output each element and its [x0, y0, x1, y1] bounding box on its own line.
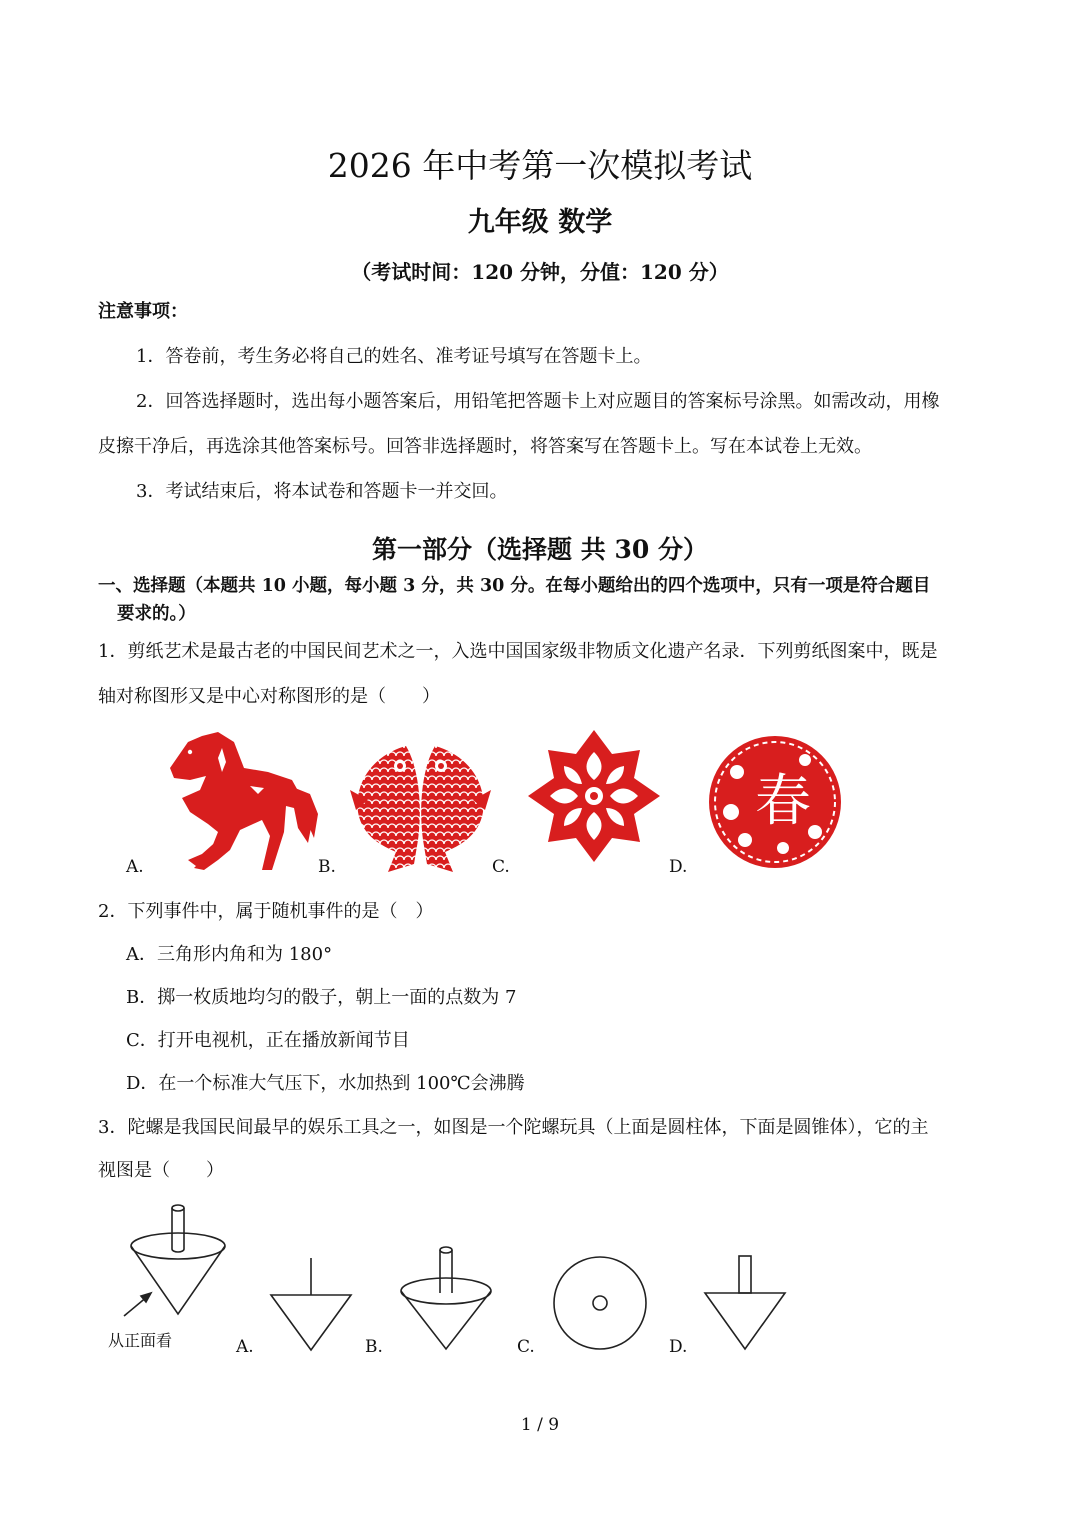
q3-option-d-figure: [702, 1253, 788, 1353]
spring-character: 春: [755, 769, 811, 834]
q2-option-a: A．三角形内角和为 180°: [126, 944, 333, 965]
q3-option-b-label: B.: [365, 1337, 383, 1357]
flower-papercut-image: [520, 730, 668, 862]
q1-stem-line-2: 轴对称图形又是中心对称图形的是（ ）: [98, 686, 440, 707]
q3-option-a-label: A.: [236, 1337, 254, 1357]
exam-subtitle: 九年级 数学: [467, 207, 613, 238]
spring-papercut-image: [700, 735, 850, 870]
q3-stem-line-1: 3．陀螺是我国民间最早的娱乐工具之一，如图是一个陀螺玩具（上面是圆柱体，下面是圆锥体），它的主: [98, 1117, 929, 1138]
spinning-top-figure: [120, 1200, 230, 1320]
page-number: 1 / 9: [520, 1415, 560, 1435]
notes-item-2-line-2: 皮擦干净后，再选涂其他答案标号。回答非选择题时，将答案写在答题卡上。写在本试卷上无效。: [98, 436, 872, 457]
notes-heading: 注意事项：: [98, 301, 188, 322]
q1-option-c-label: C.: [492, 857, 510, 877]
q2-stem: 2．下列事件中，属于随机事件的是（ ）: [98, 901, 434, 922]
q3-option-c-label: C.: [517, 1337, 535, 1357]
section-heading-line-1: 一、选择题（本题共 10 小题，每小题 3 分，共 30 分。在每小题给出的四个选项中，只有一项是符合题目: [98, 576, 931, 596]
q3-option-d-label: D.: [669, 1337, 688, 1357]
q3-option-c-figure: [550, 1253, 650, 1353]
q1-option-a-label: A.: [126, 857, 144, 877]
notes-item-1: 1．答卷前，考生务必将自己的姓名、准考证号填写在答题卡上。: [136, 346, 652, 367]
q1-option-b-label: B.: [318, 857, 336, 877]
part-heading: 第一部分（选择题 共 30 分）: [372, 535, 708, 564]
horse-papercut-image: [160, 728, 320, 873]
notes-item-2-line-1: 2．回答选择题时，选出每小题答案后，用铅笔把答题卡上对应题目的答案标号涂黑。如需改动，用橡: [136, 391, 940, 412]
q3-option-b-figure: [398, 1245, 494, 1355]
twin-fish-papercut-image: [348, 740, 493, 875]
front-view-label: 从正面看: [108, 1331, 173, 1350]
exam-info: （考试时间：120 分钟，分值：120 分）: [351, 260, 729, 284]
section-heading-line-2: 要求的。）: [117, 604, 196, 624]
q2-option-d: D．在一个标准大气压下，水加热到 100℃会沸腾: [126, 1073, 525, 1094]
q2-option-b: B．掷一枚质地均匀的骰子，朝上一面的点数为 7: [126, 987, 517, 1008]
q2-option-c: C．打开电视机，正在播放新闻节目: [126, 1030, 410, 1051]
q3-stem-line-2: 视图是（ ）: [98, 1160, 224, 1181]
exam-title: 2026 年中考第一次模拟考试: [327, 146, 753, 185]
q1-option-d-label: D.: [669, 857, 688, 877]
q1-stem-line-1: 1．剪纸艺术是最古老的中国民间艺术之一，入选中国国家级非物质文化遗产名录．下列剪纸图案中，既是: [98, 641, 938, 662]
notes-item-3: 3．考试结束后，将本试卷和答题卡一并交回。: [136, 481, 508, 502]
q3-option-a-figure: [268, 1255, 354, 1355]
